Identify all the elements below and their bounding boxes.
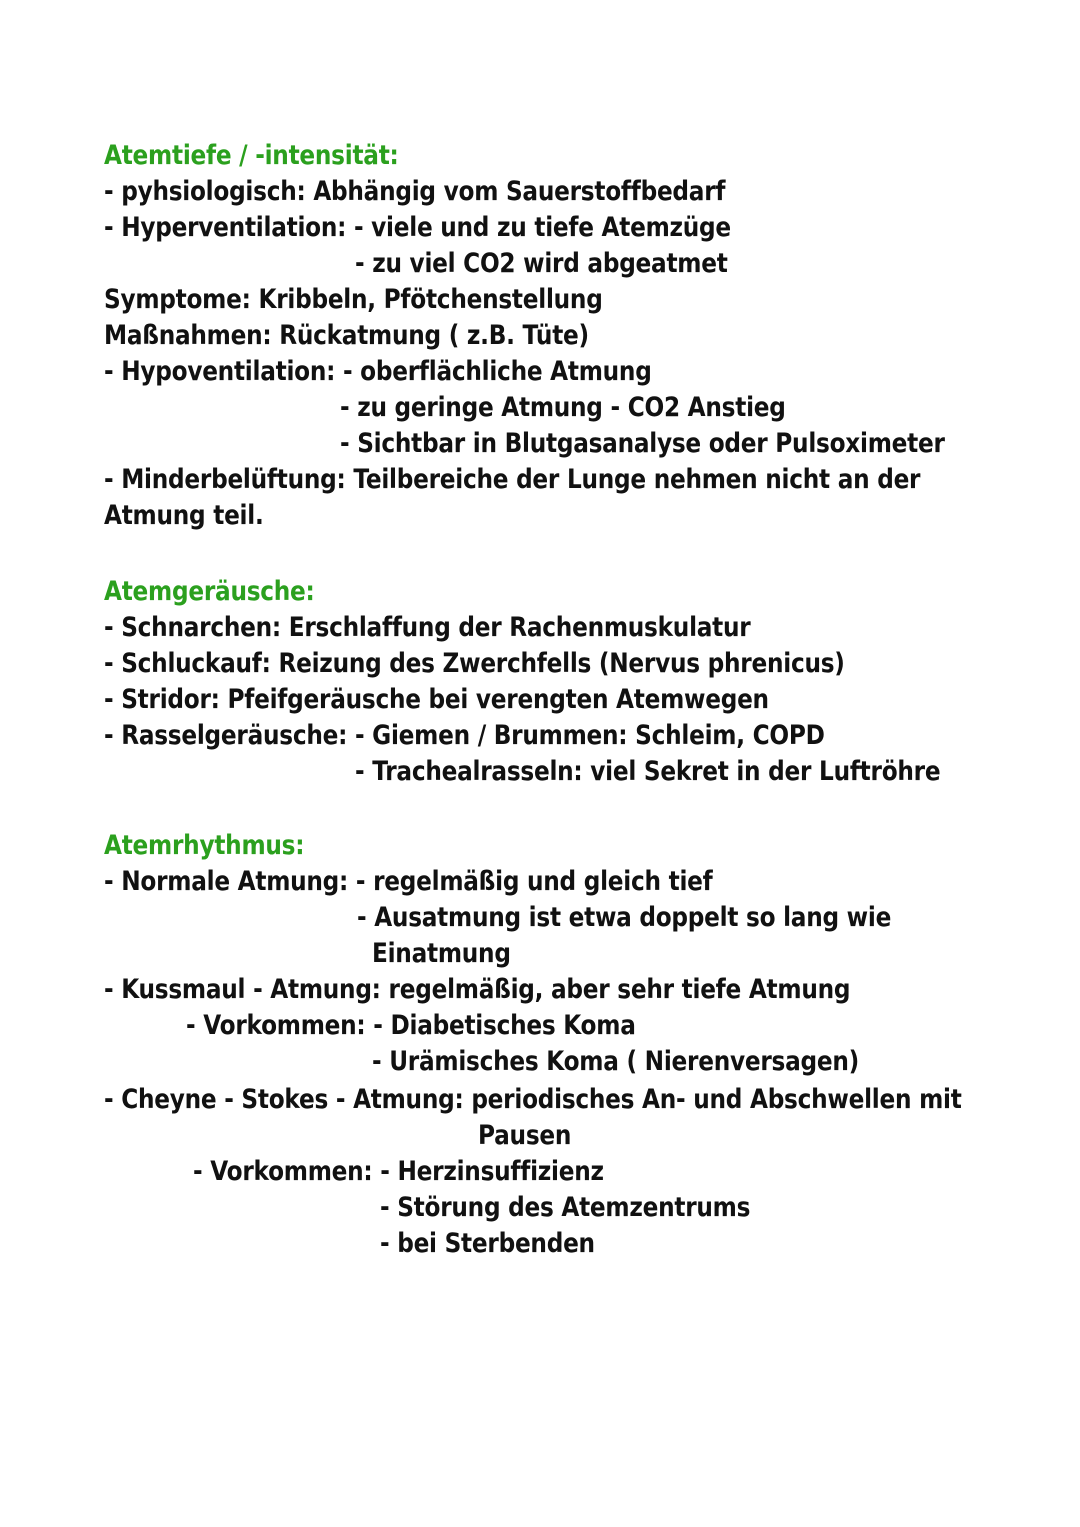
text-line: - Rasselgeräusche: - Giemen / Brummen: Schleim, COPD	[104, 720, 825, 751]
text-line: - zu geringe Atmung - CO2 Anstieg	[340, 392, 786, 423]
text-line: - Schluckauf: Reizung des Zwerchfells (Nervus phrenicus)	[104, 648, 845, 679]
text-line: - pyhsiologisch: Abhängig vom Sauerstoffbedarf	[104, 176, 726, 207]
text-line: - Vorkommen: - Diabetisches Koma	[186, 1010, 636, 1041]
text-line: Einatmung	[372, 938, 511, 969]
text-line: - Schnarchen: Erschlaffung der Rachenmuskulatur	[104, 612, 751, 643]
text-line: - Hyperventilation: - viele und zu tiefe Atemzüge	[104, 212, 731, 243]
text-line: Atmung teil.	[104, 500, 264, 531]
text-line: - Normale Atmung: - regelmäßig und gleich tief	[104, 866, 713, 897]
section-heading-atemrhythmus: Atemrhythmus:	[104, 830, 305, 861]
text-line: - bei Sterbenden	[380, 1228, 595, 1259]
text-line: Pausen	[478, 1120, 572, 1151]
text-line: - Minderbelüftung: Teilbereiche der Lunge nehmen nicht an der	[104, 464, 921, 495]
text-line: - Kussmaul - Atmung: regelmäßig, aber sehr tiefe Atmung	[104, 974, 851, 1005]
text-line: - Störung des Atemzentrums	[380, 1192, 751, 1223]
text-line: - Vorkommen: - Herzinsuffizienz	[193, 1156, 604, 1187]
section-heading-atemgeraeusche: Atemgeräusche:	[104, 576, 315, 607]
text-line: - Urämisches Koma ( Nierenversagen)	[372, 1046, 859, 1077]
text-line: - Trachealrasseln: viel Sekret in der Luftröhre	[355, 756, 941, 787]
text-line: - Stridor: Pfeifgeräusche bei verengten Atemwegen	[104, 684, 769, 715]
text-line: - zu viel CO2 wird abgeatmet	[355, 248, 728, 279]
text-line: - Hypoventilation: - oberflächliche Atmung	[104, 356, 652, 387]
text-line: Symptome: Kribbeln, Pfötchenstellung	[104, 284, 603, 315]
text-line: - Sichtbar in Blutgasanalyse oder Pulsoximeter	[340, 428, 945, 459]
text-line: - Cheyne - Stokes - Atmung: periodisches An- und Abschwellen mit	[104, 1084, 962, 1115]
text-line: Maßnahmen: Rückatmung ( z.B. Tüte)	[104, 320, 589, 351]
text-line: - Ausatmung ist etwa doppelt so lang wie	[357, 902, 892, 933]
section-heading-atemtiefe: Atemtiefe / -intensität:	[104, 140, 399, 171]
